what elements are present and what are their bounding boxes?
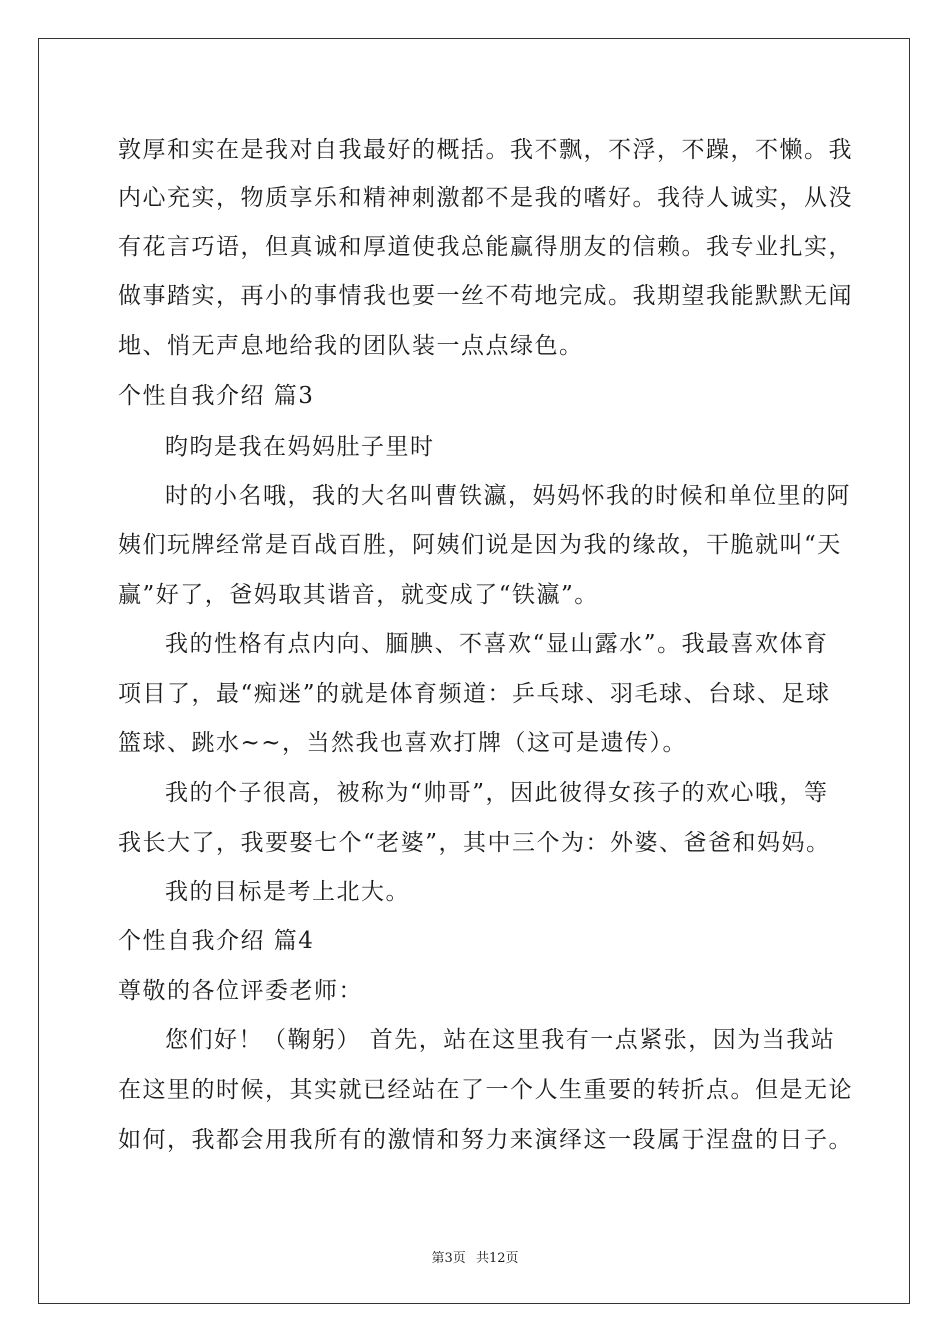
- page-border: [38, 38, 910, 1304]
- body-text-line: 我的个子很高，被称为“帅哥”，因此彼得女孩子的欢心哦，等: [165, 780, 829, 806]
- body-text-line: 姨们玩牌经常是百战百胜，阿姨们说是因为我的缘故，干脆就叫“天: [118, 532, 842, 558]
- body-text-line: 赢”好了，爸妈取其谐音，就变成了“铁瀛”。: [118, 582, 599, 608]
- body-text-line: 做事踏实，再小的事情我也要一丝不苟地完成。我期望我能默默无闻: [118, 283, 853, 309]
- body-text-line: 我的性格有点内向、腼腆、不喜欢“显山露水”。我最喜欢体育: [165, 631, 829, 657]
- page-footer: [0, 1247, 950, 1266]
- body-text-line: 项目了，最“痴迷”的就是体育频道：乒乓球、羽毛球、台球、足球: [118, 681, 831, 707]
- body-text-line: 篮球、跳水~~，当然我也喜欢打牌（这可是遗传）。: [118, 730, 688, 756]
- body-text-line: 时的小名哦，我的大名叫曹铁瀛，妈妈怀我的时候和单位里的阿: [165, 483, 851, 509]
- body-text-line: 我的目标是考上北大。: [165, 879, 410, 905]
- body-text-line: 敦厚和实在是我对自我最好的概括。我不飘，不浮，不躁，不懒。我: [118, 137, 853, 163]
- section-heading: 个性自我介绍 篇3: [118, 383, 315, 409]
- body-text-line: 地、悄无声息地给我的团队装一点点绿色。: [118, 333, 584, 359]
- body-text-line: 尊敬的各位评委老师：: [118, 978, 363, 1004]
- page-total: 共12页: [475, 1251, 519, 1266]
- body-text-line: 有花言巧语，但真诚和厚道使我总能赢得朋友的信赖。我专业扎实，: [118, 234, 853, 260]
- body-text-line: 我长大了，我要娶七个“老婆”，其中三个为：外婆、爸爸和妈妈。: [118, 830, 831, 856]
- body-text-line: 在这里的时候，其实就已经站在了一个人生重要的转折点。但是无论: [118, 1077, 853, 1103]
- section-heading: 个性自我介绍 篇4: [118, 928, 315, 954]
- body-text-line: 如何，我都会用我所有的激情和努力来演绎这一段属于涅盘的日子。: [118, 1127, 853, 1153]
- page-number: 第3页: [431, 1251, 466, 1266]
- body-text-line: 您们好！（鞠躬） 首先，站在这里我有一点紧张，因为当我站: [165, 1027, 836, 1053]
- body-text-line: 内心充实，物质享乐和精神刺激都不是我的嗜好。我待人诚实，从没: [118, 185, 853, 211]
- body-text-line: 昀昀是我在妈妈肚子里时: [165, 434, 435, 460]
